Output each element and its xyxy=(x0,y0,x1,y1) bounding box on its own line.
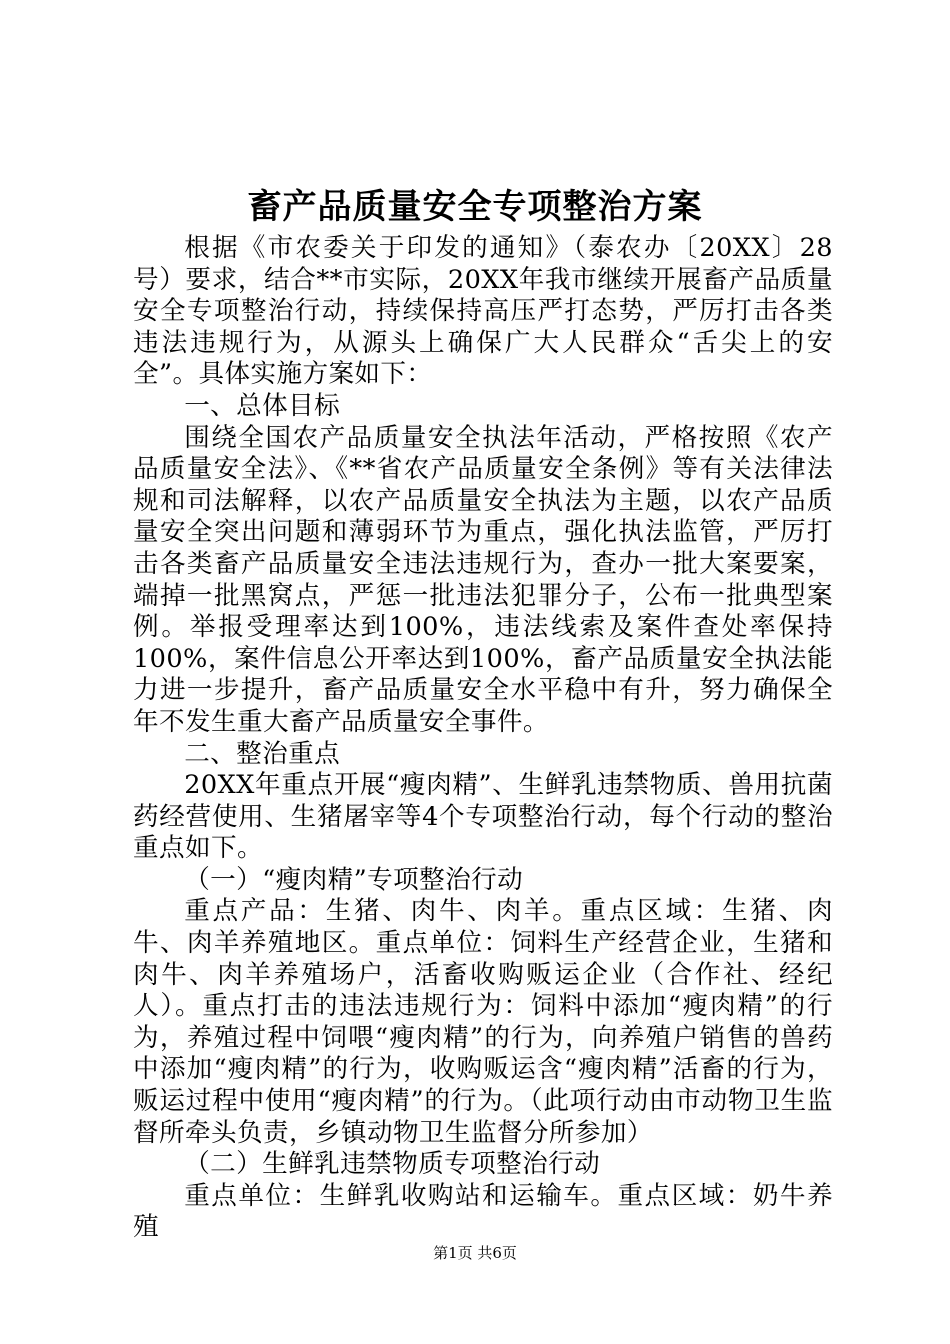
document-body xyxy=(133,233,833,1244)
section-heading-goals: 一、总体目标 xyxy=(184,390,341,421)
paragraph-intro: 根据《市农委关于印发的通知》（泰农办〔20XX〕28号）要求，结合**市实际，20XX年我市继续开展畜产品质量安全专项整治行动，持续保持高压严打态势，严厉打击各类违法违规行为，从源头上确保广大人民群众“舌尖上的安全”。具体实施方案如下： xyxy=(133,233,833,390)
subsection-heading-2: （二）生鲜乳违禁物质专项整治行动 xyxy=(184,1149,601,1180)
paragraph-focus: 20XX年重点开展“瘦肉精”、生鲜乳违禁物质、兽用抗菌药经营使用、生猪屠宰等4个专项整治行动，每个行动的整治重点如下。 xyxy=(133,770,833,864)
page-footer: 第1页 共6页 xyxy=(433,1244,517,1262)
paragraph-subsection-1: 重点产品：生猪、肉牛、肉羊。重点区域：生猪、肉牛、肉羊养殖地区。重点单位：饲料生产经营企业，生猪和肉牛、肉羊养殖场户，活畜收购贩运企业（合作社、经纪人）。重点打击的违法违规行为：饲料中添加“瘦肉精”的行为，养殖过程中饲喂“瘦肉精”的行为，向养殖户销售的兽药中添加“瘦肉精”的行为，收购贩运含“瘦肉精”活畜的行为，贩运过程中使用“瘦肉精”的行为。（此项行动由市动物卫生监督所牵头负责，乡镇动物卫生监督分所参加） xyxy=(133,896,833,1148)
subsection-heading-1: （一）“瘦肉精”专项整治行动 xyxy=(184,864,524,895)
document-title: 畜产品质量安全专项整治方案 xyxy=(247,187,703,227)
section-heading-focus: 二、整治重点 xyxy=(184,738,341,769)
paragraph-goals: 围绕全国农产品质量安全执法年活动，严格按照《农产品质量安全法》、《**省农产品质量安全条例》等有关法律法规和司法解释，以农产品质量安全执法为主题，以农产品质量安全突出问题和薄弱环节为重点，强化执法监管，严厉打击各类畜产品质量安全违法违规行为，查办一批大案要案，端掉一批黑窝点，严惩一批违法犯罪分子，公布一批典型案例。举报受理率达到100%，违法线索及案件查处率保持100%，案件信息公开率达到100%，畜产品质量安全执法能力进一步提升，畜产品质量安全水平稳中有升，努力确保全年不发生重大畜产品质量安全事件。 xyxy=(133,422,833,737)
paragraph-subsection-2: 重点单位：生鲜乳收购站和运输车。重点区域：奶牛养殖 xyxy=(133,1180,833,1243)
